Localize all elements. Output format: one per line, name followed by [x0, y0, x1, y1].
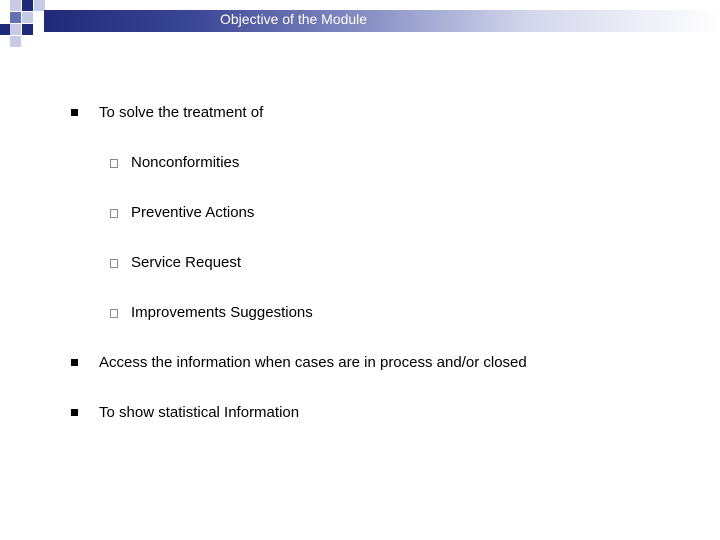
hollow-square-bullet-icon: [110, 259, 118, 268]
square-bullet-icon: [71, 409, 78, 416]
decor-square: [22, 12, 33, 23]
title-bar: [44, 10, 720, 32]
hollow-square-bullet-icon: [110, 159, 118, 168]
list-item-text: Improvements Suggestions: [131, 304, 313, 321]
list-item-text: To show statistical Information: [99, 404, 300, 421]
list-item: [0, 304, 720, 324]
decor-square: [10, 24, 21, 35]
square-bullet-icon: [71, 109, 78, 116]
decor-square: [10, 36, 21, 47]
hollow-square-bullet-icon: [110, 309, 118, 318]
list-item: [0, 204, 720, 224]
square-bullet-icon: [71, 359, 78, 366]
slide-title: Objective of the Module: [220, 11, 368, 27]
decor-square: [10, 0, 21, 11]
list-item: [0, 104, 720, 124]
list-item: [0, 404, 720, 424]
list-item-text: Nonconformities: [131, 154, 240, 171]
list-item-text: Access the information when cases are in process and/or closed: [99, 354, 527, 371]
list-item: [0, 154, 720, 174]
hollow-square-bullet-icon: [110, 209, 118, 218]
decor-square: [22, 0, 33, 11]
list-item-text: Preventive Actions: [131, 204, 255, 221]
decor-square: [10, 12, 21, 23]
list-item-text: Service Request: [131, 254, 242, 271]
list-item: [0, 354, 720, 374]
list-item-text: To solve the treatment of: [99, 104, 264, 121]
decor-square: [22, 24, 33, 35]
list-item: [0, 254, 720, 274]
